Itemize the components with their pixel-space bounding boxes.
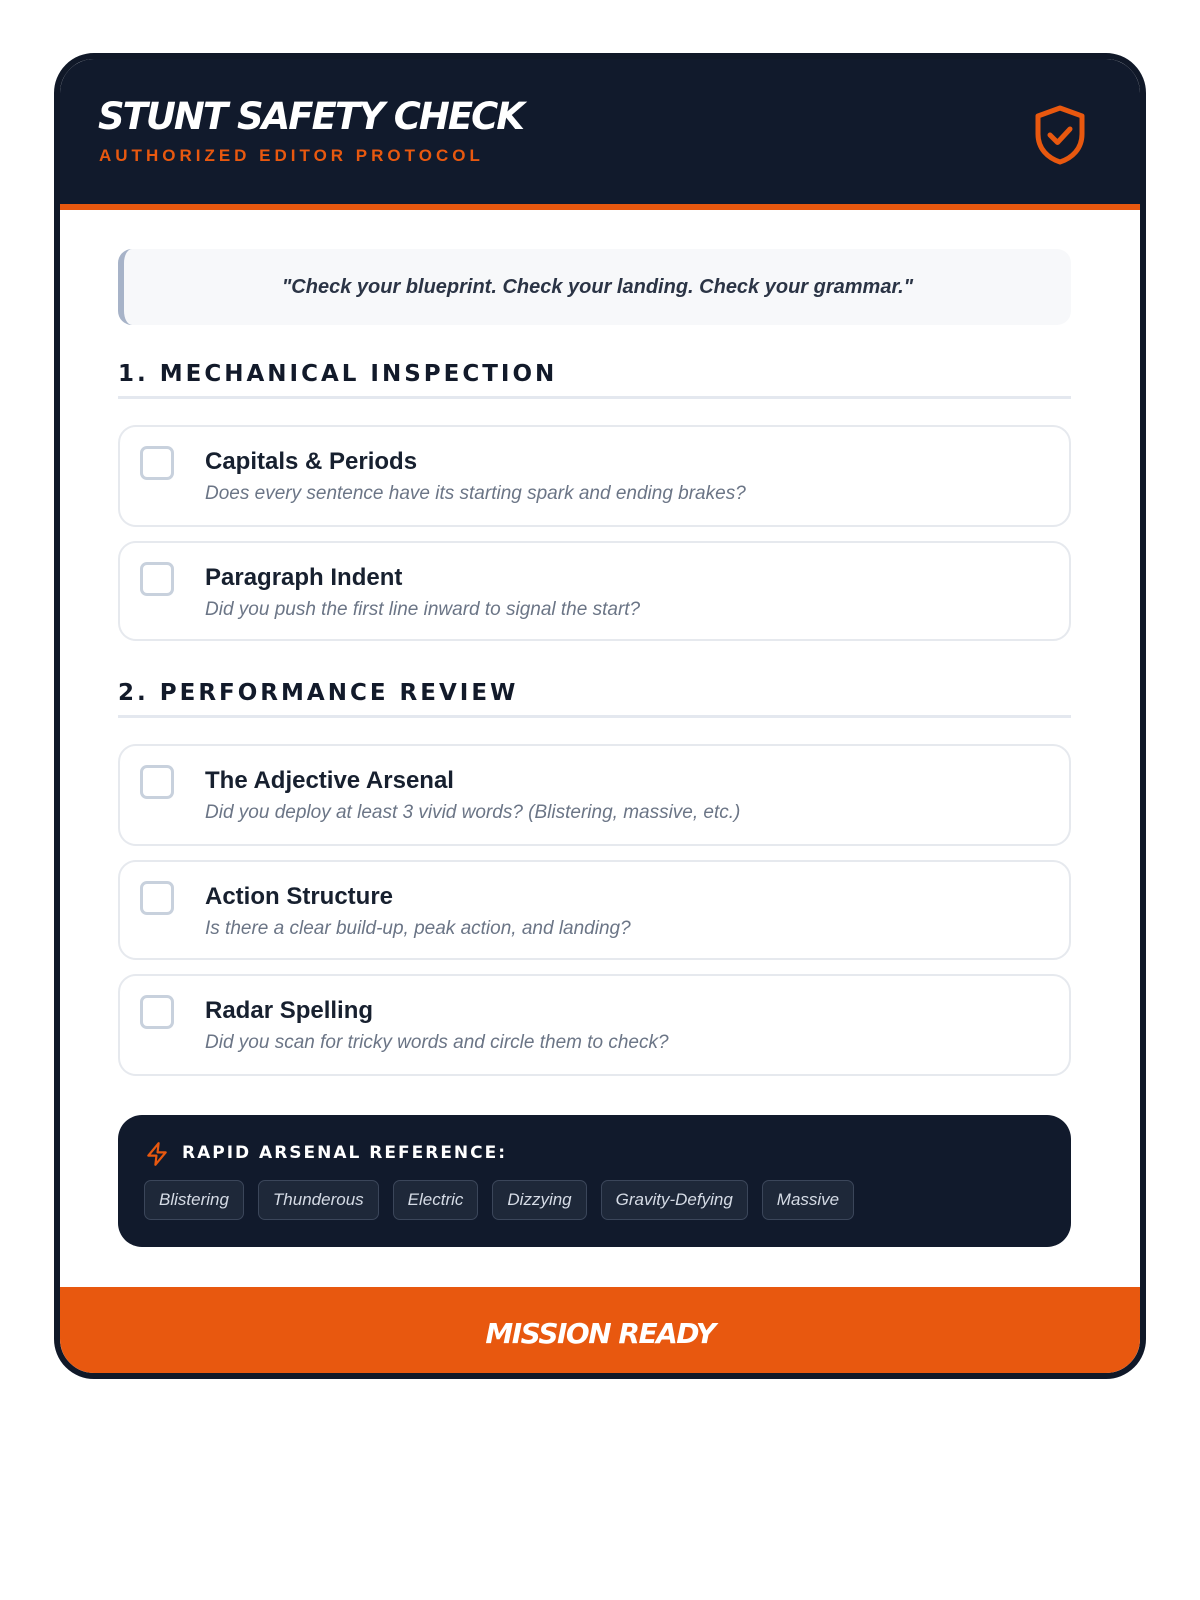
section-heading-performance: 2. PERFORMANCE REVIEW	[118, 678, 1071, 718]
checklist-item-description: Does every sentence have its starting spark and ending brakes?	[205, 483, 746, 504]
adjective-tag[interactable]: Electric	[393, 1180, 479, 1220]
page-subtitle: AUTHORIZED EDITOR PROTOCOL	[99, 146, 484, 165]
mission-ready-label: MISSION READY	[485, 1316, 715, 1350]
adjective-tag[interactable]: Gravity-Defying	[601, 1180, 748, 1220]
reference-title: RAPID ARSENAL REFERENCE:	[182, 1143, 508, 1163]
checklist-item-capitals[interactable]	[118, 425, 1071, 527]
checklist-item-description: Did you deploy at least 3 vivid words? (Blistering, massive, etc.)	[205, 802, 741, 823]
checklist-item-adjective-arsenal[interactable]	[118, 744, 1071, 846]
adjective-tag-list	[144, 1180, 854, 1220]
checklist-item-description: Is there a clear build-up, peak action, and landing?	[205, 918, 631, 939]
checklist-item-title: Paragraph Indent	[205, 564, 403, 591]
header-accent-stripe	[60, 204, 1140, 210]
checkbox[interactable]	[140, 995, 174, 1029]
adjective-tag[interactable]: Thunderous	[258, 1180, 379, 1220]
lightning-bolt-icon	[144, 1141, 170, 1167]
quote-box	[118, 249, 1071, 325]
page-title: STUNT SAFETY CHECK	[98, 95, 523, 138]
adjective-tag[interactable]: Dizzying	[492, 1180, 586, 1220]
shield-check-icon	[1033, 104, 1087, 166]
checkbox[interactable]	[140, 765, 174, 799]
checklist-item-title: The Adjective Arsenal	[205, 767, 454, 794]
checklist-item-description: Did you push the first line inward to signal the start?	[205, 599, 641, 620]
checklist-item-radar-spelling[interactable]	[118, 974, 1071, 1076]
checklist-item-title: Capitals & Periods	[205, 448, 418, 475]
checkbox[interactable]	[140, 562, 174, 596]
adjective-tag[interactable]: Blistering	[144, 1180, 244, 1220]
card-header	[60, 59, 1140, 204]
checklist-item-paragraph-indent[interactable]	[118, 541, 1071, 641]
rapid-arsenal-reference	[118, 1115, 1071, 1247]
mission-ready-button[interactable]	[60, 1287, 1140, 1379]
adjective-tag[interactable]: Massive	[762, 1180, 854, 1220]
checkbox[interactable]	[140, 446, 174, 480]
section-heading-mechanical: 1. MECHANICAL INSPECTION	[118, 359, 1071, 399]
checkbox[interactable]	[140, 881, 174, 915]
checklist-item-description: Did you scan for tricky words and circle them to check?	[205, 1032, 669, 1053]
safety-check-card	[54, 53, 1146, 1379]
quote-text: "Check your blueprint. Check your landing. Check your grammar."	[281, 275, 914, 298]
checklist-item-action-structure[interactable]	[118, 860, 1071, 960]
checklist-item-title: Action Structure	[205, 883, 394, 910]
checklist-item-title: Radar Spelling	[205, 997, 374, 1024]
